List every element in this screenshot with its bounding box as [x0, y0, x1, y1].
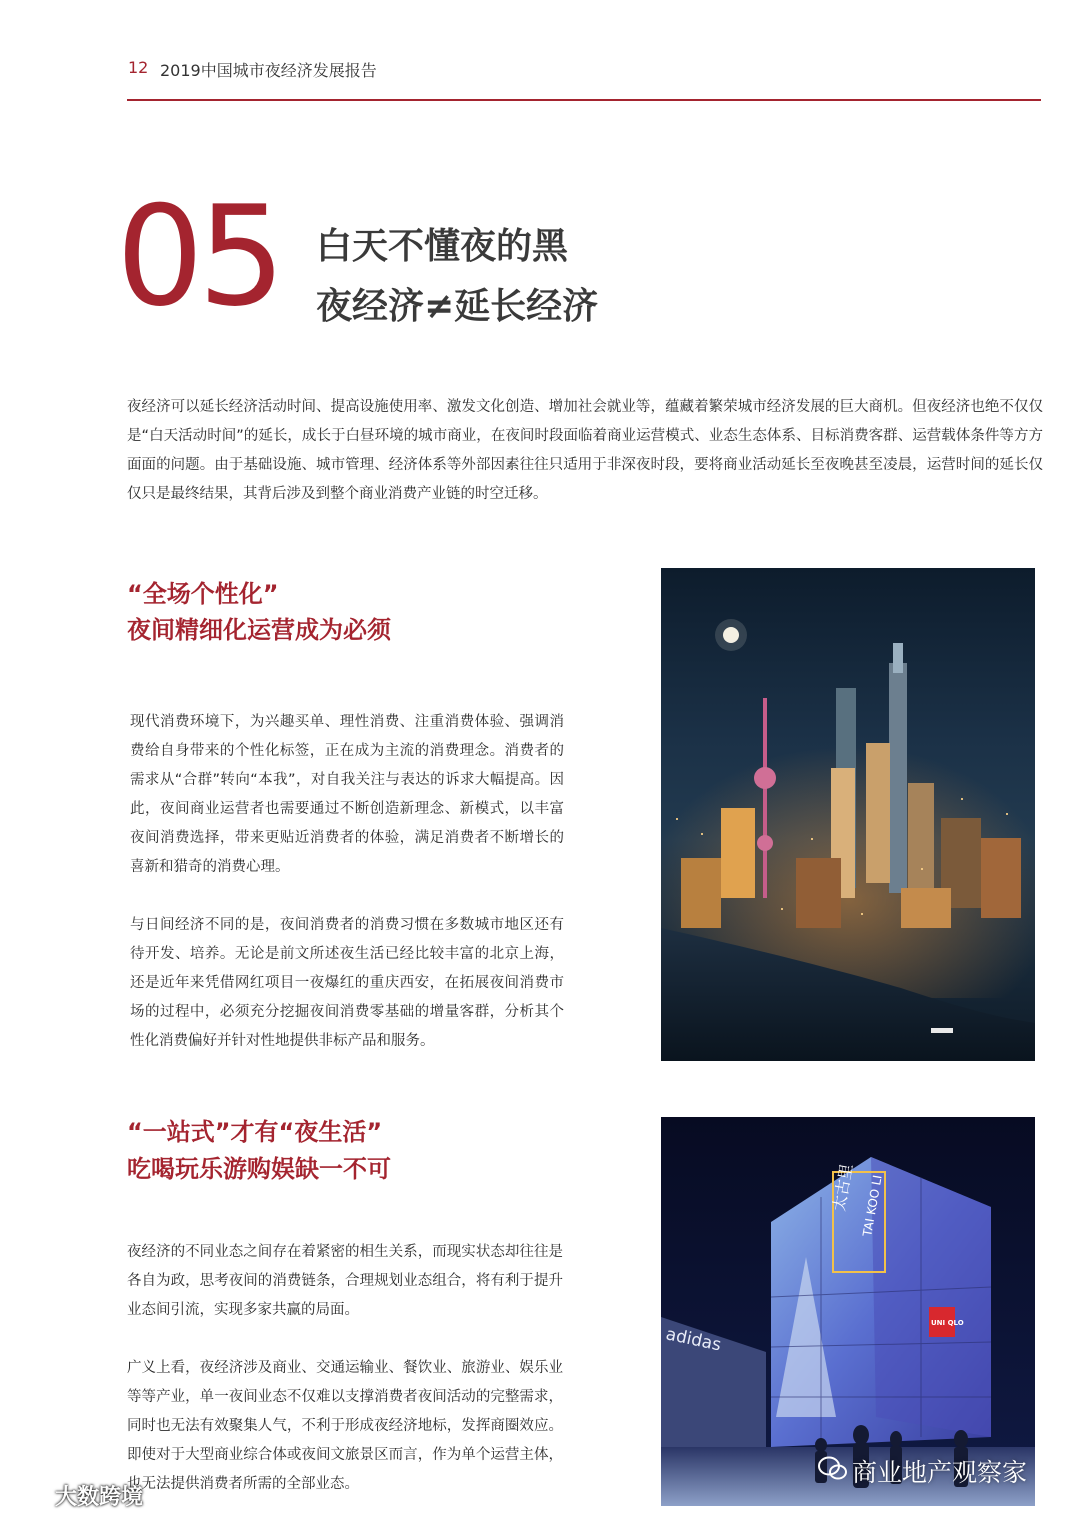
report-title: 2019中国城市夜经济发展报告: [160, 61, 377, 80]
mall-sign-cn: 太古里: [829, 1162, 857, 1213]
mall-sign-en: TAI KOO LI: [860, 1173, 885, 1238]
chapter-title-line2: 夜经济≠延长经济: [316, 286, 599, 327]
section2-title-line2: 吃喝玩乐游购娱缺一不可: [127, 1155, 391, 1183]
intro-paragraph: 夜经济可以延长经济活动时间、提高设施使用率、激发文化创造、增加社会就业等，蕴藏着繁荣城市经济发展的巨大商机。但夜经济也绝不仅仅是“白天活动时间”的延长，成长于白昼环境的城市商业，在夜间时段面临着商业运营模式、业态生态体系、目标消费客群、运营载体条件等方方面面的问题。由于基础设施、城市管理、经济体系等外部因素往往只适用于非深夜时段，要将商业活动延长至夜晚甚至凌晨，运营时间的延长仅仅只是最终结果，其背后涉及到整个商业消费产业链的时空迁移。: [127, 399, 1043, 502]
section1-title-line1: “全场个性化”: [127, 580, 279, 608]
chapter-title-line1: 白天不懂夜的黑: [316, 226, 569, 267]
section1-paragraph2: 与日间经济不同的是，夜间消费者的消费习惯在多数城市地区还有待开发、培养。无论是前文所述夜生活已经比较丰富的北京上海，还是近年来凭借网红项目一夜爆红的重庆西安，在拓展夜间消费市场的过程中，必须充分挖掘夜间消费零基础的增量客群，分析其个性化消费偏好并针对性地提供非标产品和服务。: [130, 917, 564, 1049]
section1-title-line2: 夜间精细化运营成为必须: [127, 616, 391, 644]
wechat-icon: [818, 1456, 848, 1486]
brand-logo-icon: [8, 1480, 50, 1512]
header-divider: [127, 99, 1041, 101]
store-sign-adidas: adidas: [663, 1324, 723, 1356]
page-number: 12: [128, 58, 149, 77]
section1-paragraph1: 现代消费环境下，为兴趣买单、理性消费、注重消费体验、强调消费给自身带来的个性化标签，正在成为主流的消费理念。消费者的需求从“合群”转向“本我”，对自我关注与表达的诉求大幅提高。因此，夜间商业运营者也需要通过不断创造新理念、新模式，以丰富夜间消费选择，带来更贴近消费者的体验，满足消费者不断增长的喜新和猎奇的消费心理。: [130, 714, 564, 875]
store-sign-uniqlo: UNI QLO: [931, 1319, 964, 1327]
brand-watermark: 大数跨境: [55, 1485, 144, 1510]
chapter-number: 05: [116, 176, 280, 337]
section2-title-line1: “一站式”才有“夜生活”: [127, 1118, 383, 1146]
mall-night-photo: [661, 1117, 1035, 1506]
section2-paragraph1: 夜经济的不同业态之间存在着紧密的相生关系，而现实状态却往往是各自为政，思考夜间的消费链条，合理规划业态组合，将有利于提升业态间引流，实现多家共赢的局面。: [127, 1244, 563, 1318]
section2-paragraph2: 广义上看，夜经济涉及商业、交通运输业、餐饮业、旅游业、娱乐业等等产业，单一夜间业态不仅难以支撑消费者夜间活动的完整需求，同时也无法有效聚集人气，不利于形成夜经济地标，发挥商圈效应。即使对于大型商业综合体或夜间文旅景区而言，作为单个运营主体，也无法提供消费者所需的全部业态。: [127, 1360, 563, 1492]
wechat-account-watermark: 商业地产观察家: [852, 1458, 1028, 1487]
skyline-night-photo: [661, 568, 1035, 1061]
